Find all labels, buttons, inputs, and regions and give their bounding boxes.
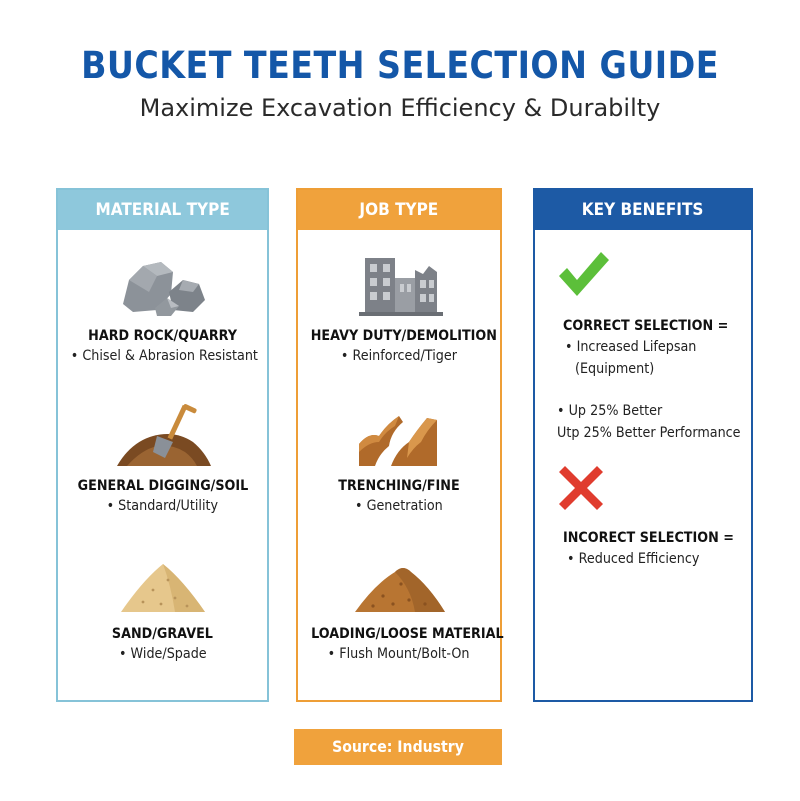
key-benefits-header: KEY BENEFITS (535, 190, 751, 230)
material-type-header: MATERIAL TYPE (58, 190, 267, 230)
correct-selection-block: CORRECT SELECTION = • Increased Lifepsan (Equipment) • Up 25% Better Utp 25% Better Performance (557, 318, 741, 441)
material-item-sand-gravel: SAND/GRAVEL • Wide/Spade (58, 544, 267, 662)
job-type-header: JOB TYPE (298, 190, 500, 230)
job-type-column (296, 188, 502, 702)
job-item-trenching: TRENCHING/FINE • Genetration (298, 396, 500, 514)
material-item-general-digging: GENERAL DIGGING/SOIL • Standard/Utility (58, 396, 267, 514)
material-item-hard-rock: HARD ROCK/QUARRY • Chisel & Abrasion Resistant (58, 246, 267, 364)
page-subtitle: Maximize Excavation Efficiency & Durabilty (139, 94, 661, 122)
shovel-soil-icon (113, 402, 213, 468)
dirt-pile-icon (349, 550, 449, 616)
rocks-icon (113, 252, 213, 318)
cross-icon (559, 466, 603, 510)
job-item-loading: LOADING/LOOSE MATERIAL • Flush Mount/Bolt-On (298, 544, 500, 662)
trench-icon (349, 402, 449, 468)
job-item-heavy-duty: HEAVY DUTY/DEMOLITION • Reinforced/Tiger (298, 246, 500, 364)
check-icon (555, 248, 611, 300)
source-badge: Source: Industry Reports (294, 729, 502, 765)
page-title: BUCKET TEETH SELECTION GUIDE (81, 44, 719, 87)
key-benefits-column (533, 188, 753, 702)
incorrect-selection-block: INCORECT SELECTION = • Reduced Efficiency (563, 530, 734, 567)
sand-pile-icon (113, 550, 213, 616)
material-type-column (56, 188, 269, 702)
building-ruins-icon (349, 252, 449, 318)
